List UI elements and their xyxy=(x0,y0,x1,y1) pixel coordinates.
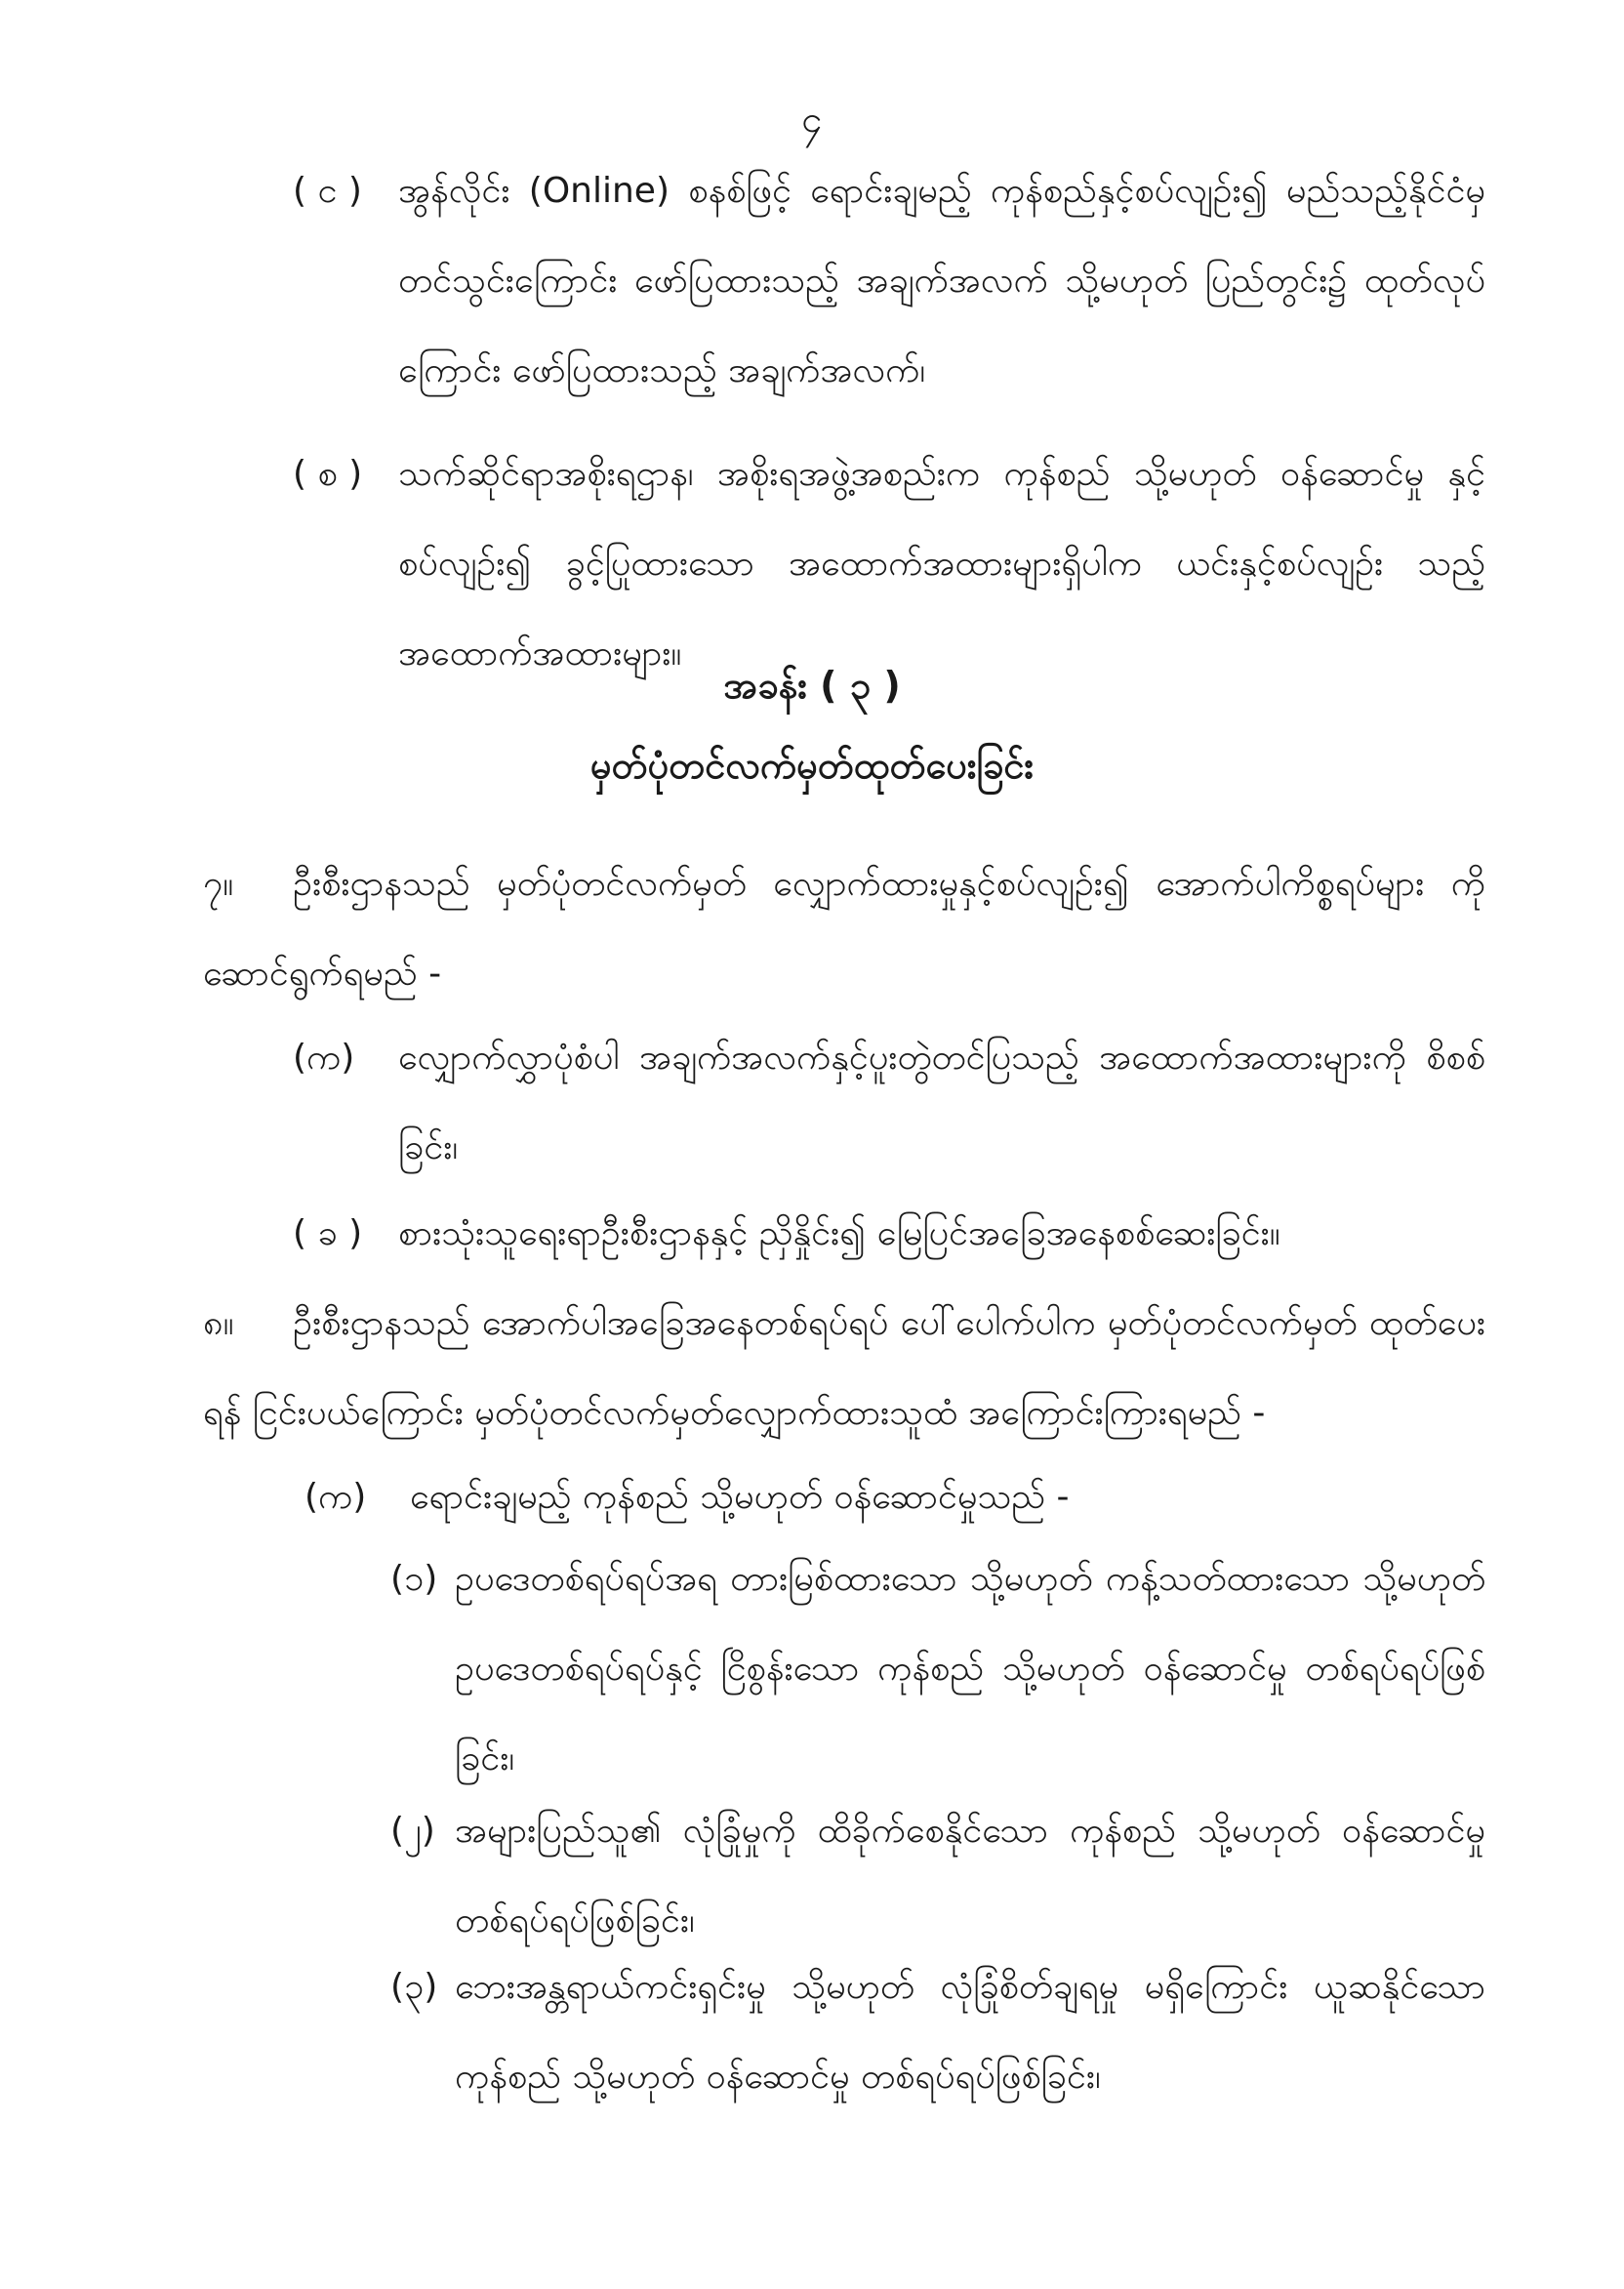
section-number: ၇။ xyxy=(203,864,234,904)
sub-clause-2 xyxy=(390,1786,1485,1966)
section-8 xyxy=(203,1279,1485,1458)
clause-label: ( င ) xyxy=(293,171,362,211)
clause-text: လျှောက်လွှာပုံစံပါ အချက်အလက်နှင့်ပူးတွဲတင်ပြသည့် အထောက်အထားများကို စိစစ်ခြင်း၊ xyxy=(398,1038,1485,1167)
clause-text: စားသုံးသူရေးရာဦးစီးဌာနနှင့် ညှိနှိုင်း၍ မြေပြင်အခြေအနေစစ်ဆေးခြင်း။ xyxy=(398,1213,1280,1253)
sub-clause-text: အများပြည်သူ၏ လုံခြုံမှုကို ထိခိုက်စေနိုင်သော ကုန်စည် သို့မဟုတ် ဝန်ဆောင်မှု တစ်ရပ်ရပ်ဖြစ်ခြင်း၊ xyxy=(455,1811,1485,1941)
sub-clause-label: (၃) xyxy=(390,1967,438,2007)
clause-ka-8 xyxy=(304,1452,1497,1542)
chapter-title: မှတ်ပုံတင်လက်မှတ်ထုတ်ပေးခြင်း xyxy=(589,744,1035,787)
sub-clause-3 xyxy=(390,1942,1485,2122)
sub-clause-1 xyxy=(390,1534,1485,1804)
clause-label: (က) xyxy=(304,1477,367,1517)
sub-clause-label: (၁) xyxy=(390,1559,438,1599)
section-text: ဦးစီးဌာနသည် အောက်ပါအခြေအနေတစ်ရပ်ရပ် ပေါ်ပေါက်ပါက မှတ်ပုံတင်လက်မှတ် ထုတ်ပေးရန် ငြင်းပယ်ကြောင်း မှတ်ပုံတင်လက်မှတ်လျှောက်ထားသူထံ အကြောင်းကြားရမည် - xyxy=(203,1303,1485,1433)
clause-sa xyxy=(293,429,1485,699)
section-number: ၈။ xyxy=(203,1303,234,1343)
clause-label: ( စ ) xyxy=(293,454,363,494)
clause-text: အွန်လိုင်း (Online) စနစ်ဖြင့် ရောင်းချမည့် ကုန်စည်နှင့်စပ်လျဉ်း၍ မည်သည့်နိုင်ငံမှ တင်သွင်းကြောင်း ဖော်ပြထားသည့် အချက်အလက် သို့မဟုတ် ပြည်တွင်း၌ ထုတ်လုပ်ကြောင်း ဖော်ပြထားသည့် အချက်အလက်၊ xyxy=(398,171,1485,390)
sub-clause-label: (၂) xyxy=(390,1811,435,1851)
clause-ka xyxy=(293,1013,1485,1193)
sub-clause-text: ဥပဒေတစ်ရပ်ရပ်အရ တားမြစ်ထားသော သို့မဟုတ် ကန့်သတ်ထားသော သို့မဟုတ် ဥပဒေတစ်ရပ်ရပ်နှင့် ငြိစွန်းသော ကုန်စည် သို့မဟုတ် ဝန်ဆောင်မှု တစ်ရပ်ရပ်ဖြစ်ခြင်း၊ xyxy=(455,1559,1485,1778)
clause-text: ရောင်းချမည့် ကုန်စည် သို့မဟုတ် ဝန်ဆောင်မှုသည် - xyxy=(410,1477,1070,1517)
clause-label: (က) xyxy=(293,1038,355,1078)
section-7 xyxy=(203,839,1485,1019)
clause-nga xyxy=(293,146,1485,416)
clause-label: ( ခ ) xyxy=(293,1213,363,1253)
clause-text: သက်ဆိုင်ရာအစိုးရဌာန၊ အစိုးရအဖွဲ့အစည်းက ကုန်စည် သို့မဟုတ် ဝန်ဆောင်မှု နှင့်စပ်လျဉ်း၍ ခွင့်ပြုထားသော အထောက်အထားများရှိပါက ယင်းနှင့်စပ်လျဉ်း သည့် အထောက်အထားများ။ xyxy=(398,454,1485,674)
clause-kha xyxy=(293,1189,1485,1279)
section-text: ဦးစီးဌာနသည် မှတ်ပုံတင်လက်မှတ် လျှောက်ထားမှုနှင့်စပ်လျဉ်း၍ အောက်ပါကိစ္စရပ်များ ကို ဆောင်ရွက်ရမည် - xyxy=(203,864,1485,994)
chapter-number: အခန်း ( ၃ ) xyxy=(723,664,901,707)
page-number: ၄ xyxy=(801,98,823,141)
sub-clause-text: ဘေးအန္တရာယ်ကင်းရှင်းမှု သို့မဟုတ် လုံခြုံစိတ်ချရမှု မရှိကြောင်း ယူဆနိုင်သော ကုန်စည် သို့မဟုတ် ဝန်ဆောင်မှု တစ်ရပ်ရပ်ဖြစ်ခြင်း၊ xyxy=(455,1967,1485,2097)
